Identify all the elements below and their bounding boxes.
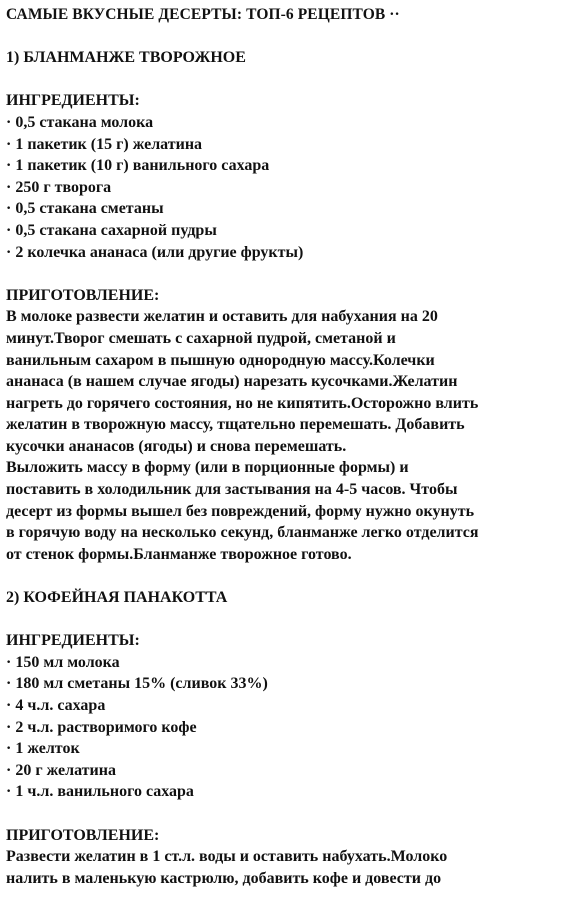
spacer: [6, 609, 571, 631]
ingredient-item: · 150 мл молока: [6, 653, 120, 671]
document-title: САМЫЕ ВКУСНЫЕ ДЕСЕРТЫ: ТОП-6 РЕЦЕПТОВ ··: [6, 6, 400, 23]
preparation-line: кусочки ананасов (ягоды) и снова перемешать.: [6, 437, 347, 455]
recipe-heading: 1) БЛАНМАНЖЕ ТВОРОЖНОЕ: [6, 49, 246, 67]
recipe-1: [6, 47, 571, 565]
ingredient-item: · 180 мл сметаны 15% (сливок 33%): [6, 675, 268, 693]
recipe-2: [6, 587, 571, 889]
ingredient-item: · 1 желток: [6, 740, 80, 758]
preparation-line: налить в маленькую кастрюлю, добавить кофе и довести до: [6, 869, 442, 887]
preparation-label: ПРИГОТОВЛЕНИЕ:: [6, 286, 160, 304]
spacer: [6, 803, 571, 825]
preparation-line: десерт из формы вышел без повреждений, форму нужно окунуть: [6, 502, 475, 520]
preparation-line: от стенок формы.Бланманже творожное готово.: [6, 545, 352, 563]
recipe-heading: 2) КОФЕЙНАЯ ПАНАКОТТА: [6, 589, 228, 607]
spacer: [6, 69, 571, 91]
preparation-line: в горячую воду на несколько секунд, бланманже легко отделится: [6, 524, 479, 542]
spacer: [6, 565, 571, 587]
ingredient-item: · 1 пакетик (10 г) ванильного сахара: [6, 157, 270, 175]
ingredient-item: · 0,5 стакана молока: [6, 113, 154, 131]
preparation-text: [6, 306, 571, 565]
preparation-text: [6, 846, 571, 889]
preparation-line: минут.Творог смешать с сахарной пудрой, сметаной и: [6, 329, 396, 347]
ingredients-list: [6, 652, 571, 803]
ingredient-item: · 0,5 стакана сметаны: [6, 200, 164, 218]
preparation-line: нагреть до горячего состояния, но не кипятить.Осторожно влить: [6, 394, 479, 412]
ingredient-item: · 20 г желатина: [6, 761, 116, 779]
ingredient-item: · 250 г творога: [6, 178, 112, 196]
preparation-line: Развести желатин в 1 ст.л. воды и оставить набухать.Молоко: [6, 848, 448, 866]
preparation-line: поставить в холодильник для застывания на 4-5 часов. Чтобы: [6, 481, 458, 499]
preparation-line: Выложить массу в форму (или в порционные формы) и: [6, 459, 409, 477]
ingredient-item: · 1 пакетик (15 г) желатина: [6, 135, 203, 153]
preparation-label: ПРИГОТОВЛЕНИЕ:: [6, 826, 160, 844]
ingredient-item: · 4 ч.л. сахара: [6, 697, 106, 714]
preparation-line: желатин в творожную массу, тщательно перемешать. Добавить: [6, 416, 465, 434]
ingredients-label: ИНГРЕДИЕНТЫ:: [6, 92, 140, 110]
ingredients-list: [6, 112, 571, 263]
ingredient-item: · 2 колечка ананаса (или другие фрукты): [6, 243, 304, 261]
ingredient-item: · 0,5 стакана сахарной пудры: [6, 221, 217, 239]
ingredients-label: ИНГРЕДИЕНТЫ:: [6, 632, 140, 650]
preparation-line: ванильным сахаром в пышную однородную массу.Колечки: [6, 351, 435, 369]
ingredient-item: · 2 ч.л. растворимого кофе: [6, 718, 197, 736]
ingredient-item: · 1 ч.л. ванильного сахара: [6, 783, 194, 801]
spacer: [6, 26, 571, 48]
preparation-line: В молоке развести желатин и оставить для набухания на 20: [6, 308, 438, 326]
preparation-line: ананаса (в нашем случае ягоды) нарезать кусочками.Желатин: [6, 373, 458, 391]
spacer: [6, 263, 571, 285]
